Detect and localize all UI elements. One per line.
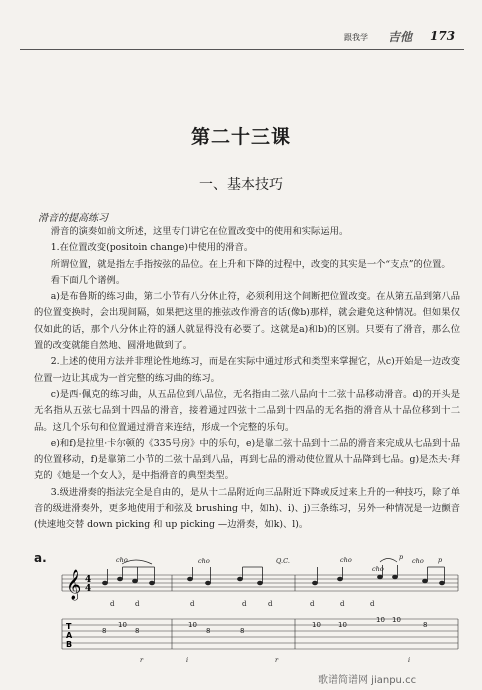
tab-fret-number: 8: [135, 627, 140, 635]
pick-mark: r: [140, 656, 144, 664]
finger-mark: d: [268, 600, 273, 608]
tab-fret-number: 10: [188, 621, 197, 629]
tab-fret-number: 10: [312, 621, 321, 629]
lesson-title: 第二十三课: [190, 126, 291, 148]
technique-annotation: cho: [340, 556, 352, 564]
brand-logo: 吉他: [388, 30, 413, 44]
pick-mark: i: [408, 656, 411, 664]
watermark: 歌谱简谱网 jianpu.cc: [318, 675, 417, 686]
subsection-title: 滑音的提高练习: [38, 213, 108, 224]
header-rule: [20, 49, 464, 50]
technique-annotation: Q.C.: [276, 557, 290, 565]
finger-mark: d: [310, 600, 315, 608]
tab-fret-number: 8: [206, 627, 211, 635]
page-number: 173: [430, 29, 456, 43]
tab-letter: A: [66, 631, 73, 640]
body-text: [34, 224, 460, 534]
treble-clef-icon: 𝄞: [66, 570, 82, 600]
pick-mark: r: [275, 656, 279, 664]
finger-mark: d: [242, 600, 247, 608]
tab-fret-number: 10: [118, 621, 127, 629]
finger-mark: d: [110, 600, 115, 608]
finger-mark: d: [340, 600, 345, 608]
tab-fret-number: 8: [102, 627, 107, 635]
technique-annotation: p: [438, 556, 443, 564]
finger-mark: d: [370, 600, 375, 608]
paragraph: 所谓位置，就是指左手指按弦的品位。在上升和下降的过程中，改变的其实是一个“支点”的位置。: [50, 258, 451, 270]
slur-group: [122, 559, 397, 565]
paragraph: e)和f)是拉里·卡尔顿的《335号房》中的乐句，e)是靠二弦十品到十二品的滑音来完成从七品到十品的位置移动，f)是靠第二小节的二弦十品到八品，再到七品的滑动使位置从十品降到七品。g)是杰夫·拜克的《她是一个女人》，是中指滑音的典型类型。: [34, 437, 460, 482]
figure-label: a.: [34, 551, 47, 565]
technique-annotation: cho: [198, 557, 210, 565]
paragraph: 滑音的演奏如前文所述，这里专门讲它在位置改变中的使用和实际运用。: [50, 226, 349, 237]
section-title: 一、基本技巧: [199, 177, 283, 193]
technique-annotation: p: [399, 553, 404, 561]
tab-letter: B: [66, 640, 73, 649]
tab-fret-number: 10: [392, 616, 401, 624]
tab-fret-number: 10: [338, 621, 347, 629]
running-header: [280, 28, 460, 48]
paragraph: a)是布鲁斯的练习曲，第二小节有八分休止符，必须利用这个间断把位置改变。在从第五品到第八品的位置变换时，会出现间隔，如果把这里的推弦改作滑音的话(像b)那样，就会避免这种情况。但如果仅仅如此的话，那个八分休止符的涵人就显得没有必要了。这就是a)和b)的区别。只要有了滑音，那么位置的改变就能自然地、圆滑地做到了。: [34, 291, 460, 352]
tab-fret-number: 10: [376, 616, 385, 624]
tab-fret-number: 8: [240, 627, 245, 635]
tab-letter: T: [66, 622, 72, 631]
paragraph: 2.上述的使用方法并非理论性地练习，而是在实际中通过形式和类型来掌握它，从c)开始是一边改变位置一边让其成为一首完整的练习曲的练习。: [34, 356, 460, 384]
technique-annotation: cho: [116, 556, 128, 564]
paragraph: c)是西·佩克的练习曲，从五品位到八品位，无名指由二弦八品向十二弦十品移动滑音。d)的开头是无名指从五弦七品到十四品的滑音，接着通过四弦十二品到十四品的无名指的滑音从十品位移到十二品。这几个乐句和位置通过滑音来连结，形成一个完整的乐句。: [34, 388, 460, 433]
technique-annotation: cho: [372, 565, 384, 573]
tab-fret-number: 8: [423, 621, 428, 629]
guitar-notation-figure: [40, 553, 460, 668]
paragraph: 看下面几个谱例。: [50, 274, 126, 286]
time-signature-icon: 4: [85, 584, 92, 594]
technique-annotation: cho: [412, 557, 424, 565]
pick-mark: i: [186, 656, 189, 664]
paragraph: 1.在位置改变(positoin change)中使用的滑音。: [50, 242, 254, 254]
series-label: 跟我学: [344, 33, 368, 42]
finger-mark: d: [190, 600, 195, 608]
paragraph: 3.级进滑奏的指法完全是自由的，是从十二品附近向三品附近下降或反过来上升的一种技巧，除了单音的级进滑奏外，更多地使用于和弦及 brushing 中，如h)、i)、j)三条练习，另外一种情况是一边颤音(快速地交替 down picking 和 up picking —边滑奏，如k)、l)。: [34, 486, 460, 531]
finger-mark: d: [135, 600, 140, 608]
time-signature-icon: 4: [85, 575, 92, 585]
